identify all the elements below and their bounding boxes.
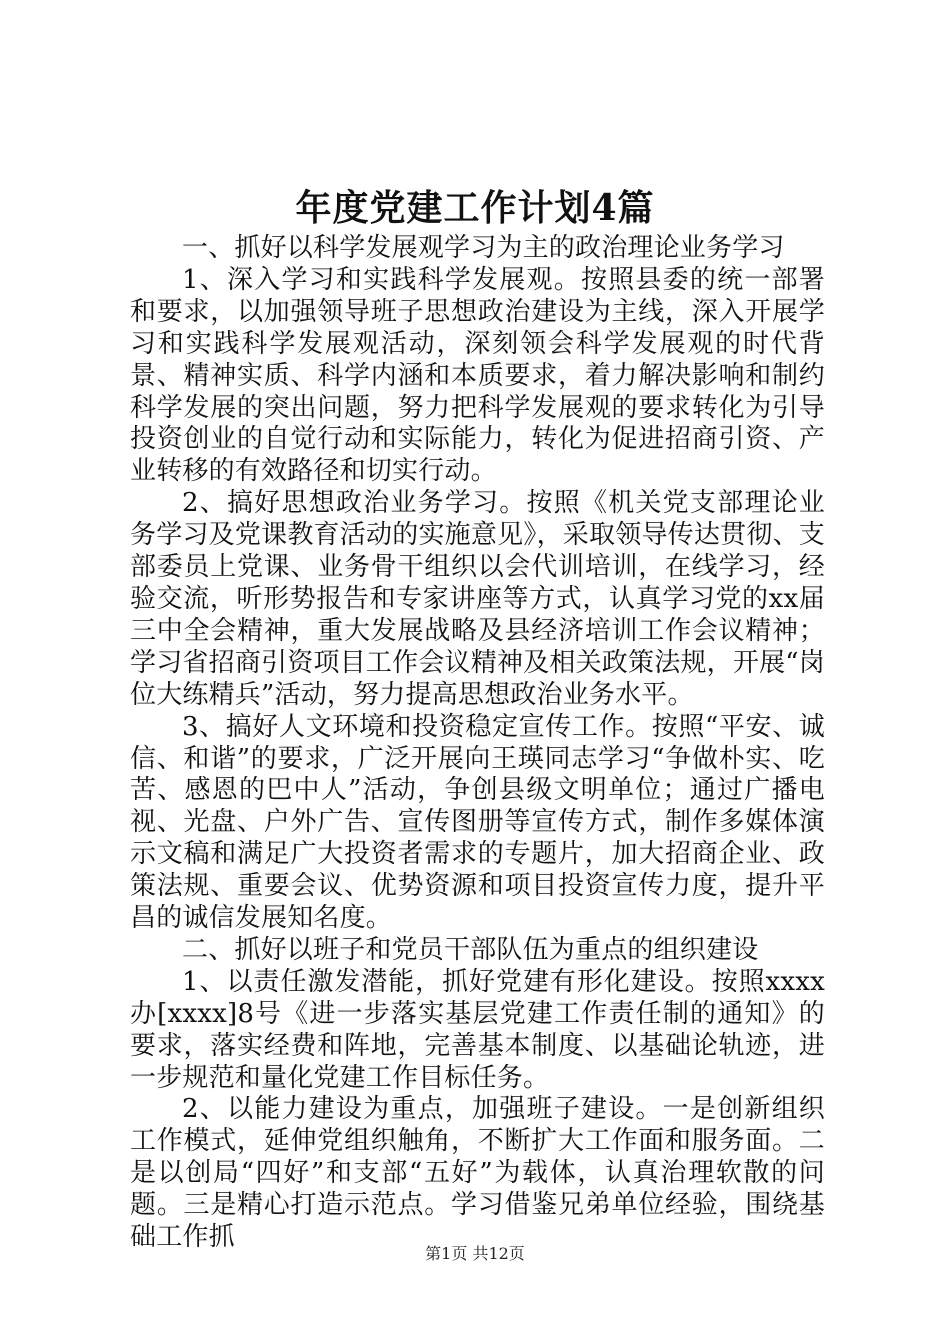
document-body: [130, 233, 825, 1254]
paragraph-5: 2、以能力建设为重点，加强班子建设。一是创新组织工作模式，延伸党组织触角，不断扩大工作面和服务面。二是以创局“四好”和支部“五好”为载体，认真治理软散的问题。三是精心打造示范点。学习借鉴兄弟单位经验，围绕基础工作抓: [130, 1094, 825, 1253]
paragraph-3: 3、搞好人文环境和投资稳定宣传工作。按照“平安、诚信、和谐”的要求，广泛开展向王瑛同志学习“争做朴实、吃苦、感恩的巴中人”活动，争创县级文明单位；通过广播电视、光盘、户外广告、宣传图册等宣传方式，制作多媒体演示文稿和满足广大投资者需求的专题片，加大招商企业、政策法规、重要会议、优势资源和项目投资宣传力度，提升平昌的诚信发展知名度。: [130, 711, 825, 934]
section-heading-1: 一、抓好以科学发展观学习为主的政治理论业务学习: [182, 233, 785, 263]
page-footer: 第1页 共12页: [425, 1244, 525, 1263]
section-heading-2: 二、抓好以班子和党员干部队伍为重点的组织建设: [182, 934, 759, 965]
document-title: 年度党建工作计划4篇: [295, 187, 655, 229]
paragraph-4: 1、以责任激发潜能，抓好党建有形化建设。按照xxxx办[xxxx]8号《进一步落实基层党建工作责任制的通知》的要求，落实经费和阵地，完善基本制度、以基础论轨迹，进一步规范和量化党建工作目标任务。: [130, 966, 825, 1093]
paragraph-2: 2、搞好思想政治业务学习。按照《机关党支部理论业务学习及党课教育活动的实施意见》，采取领导传达贯彻、支部委员上党课、业务骨干组织以会代训培训，在线学习，经验交流，听形势报告和专家讲座等方式，认真学习党的xx届三中全会精神，重大发展战略及县经济培训工作会议精神；学习省招商引资项目工作会议精神及相关政策法规，开展“岗位大练精兵”活动，努力提高思想政治业务水平。: [130, 488, 825, 710]
paragraph-1: 1、深入学习和实践科学发展观。按照县委的统一部署和要求，以加强领导班子思想政治建设为主线，深入开展学习和实践科学发展观活动，深刻领会科学发展观的时代背景、精神实质、科学内涵和本质要求，着力解决影响和制约科学发展的突出问题，努力把科学发展观的要求转化为引导投资创业的自觉行动和实际能力，转化为促进招商引资、产业转移的有效路径和切实行动。: [130, 264, 825, 487]
